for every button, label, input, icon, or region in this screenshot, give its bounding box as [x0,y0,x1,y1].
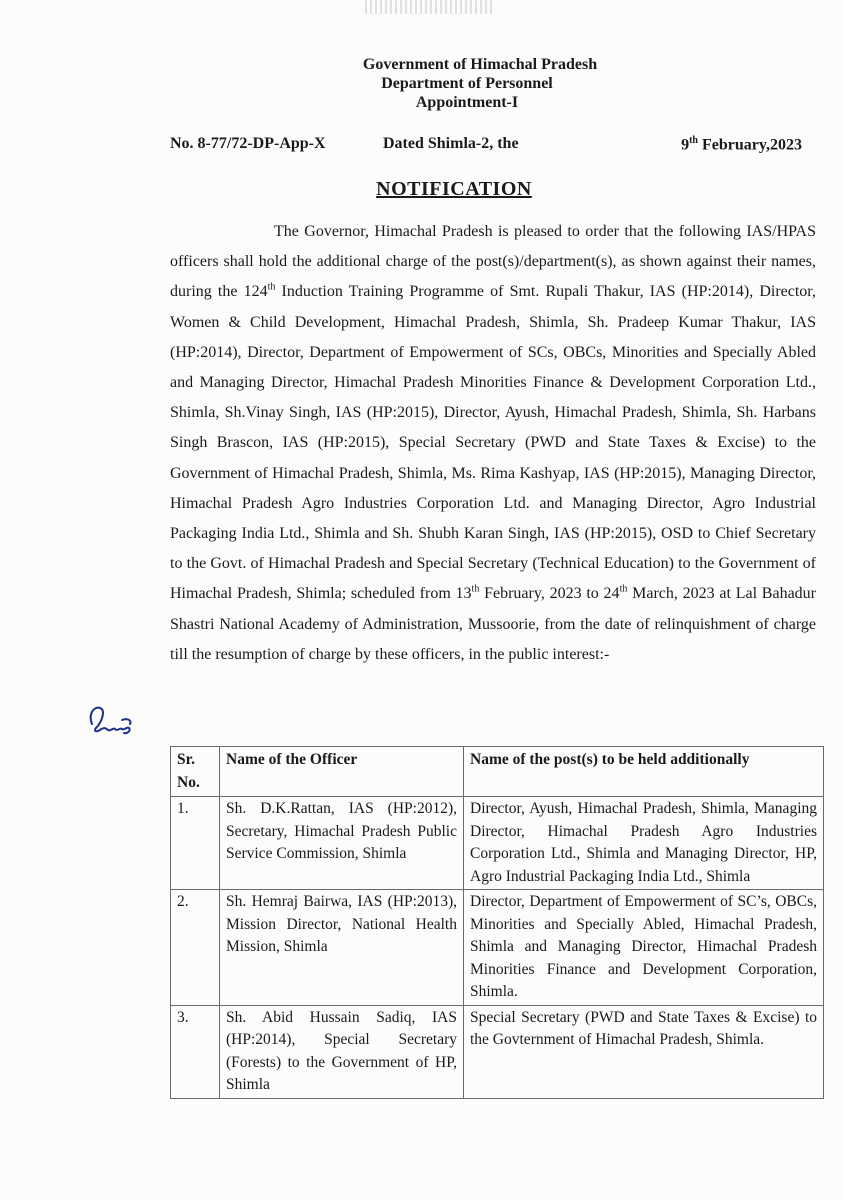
notification-date [681,135,802,154]
scan-smudge [365,0,495,14]
row-sr-no: 2. [171,890,220,1006]
date-month-year: February,2023 [698,136,802,154]
officers-table [170,746,824,1099]
header-additional-post: Name of the post(s) to be held additionally [464,747,824,797]
government-name: Government of Himachal Pradesh [362,56,598,73]
letterhead [0,55,842,112]
handwritten-initials [86,702,136,736]
table-row [171,1005,824,1098]
row-additional-post: Director, Ayush, Himachal Pradesh, Shimla, Managing Director, Himachal Pradesh Agro Industries Corporation Ltd., Shimla and Managing Director, HP, Agro Industrial Packaging India Ltd., Shimla [464,797,824,890]
header-sr-no: Sr. No. [171,747,220,797]
row-additional-post: Director, Department of Empowerment of SC’s, OBCs, Minorities and Specially Abled, Himachal Pradesh, Shimla and Managing Director, Himachal Pradesh Minorities Finance and Development Corporation, Shimla. [464,890,824,1006]
date-day: 9 [681,136,690,154]
reference-number: No. 8-77/72-DP-App-X [170,135,326,152]
body-part-3: February, 2023 to 24 [479,585,620,603]
notification-title [0,178,842,201]
notification-title-text: NOTIFICATION [376,178,532,200]
table-header-row [171,747,824,797]
row-sr-no: 1. [171,797,220,890]
row-officer-name: Sh. Abid Hussain Sadiq, IAS (HP:2014), Special Secretary (Forests) to the Government of HP, Shimla [220,1005,464,1098]
dated-place: Dated Shimla-2, the [383,135,519,152]
row-officer-name: Sh. D.K.Rattan, IAS (HP:2012), Secretary, Himachal Pradesh Public Service Commission, Shimla [220,797,464,890]
row-sr-no: 3. [171,1005,220,1098]
body-part-4: March, 2023 at Lal Bahadur Shastri National Academy of Administration, Mussoorie, from the date of relinquishment of charge till the resumption of charge by these officers, in the public interest:- [170,585,816,663]
date-day-suffix: th [689,135,698,146]
department-name: Department of Personnel [381,75,553,92]
row-additional-post: Special Secretary (PWD and State Taxes & Excise) to the Govternment of Himachal Pradesh, Shimla. [464,1005,824,1098]
body-sup-1: th [267,282,276,294]
row-officer-name: Sh. Hemraj Bairwa, IAS (HP:2013), Mission Director, National Health Mission, Shimla [220,890,464,1006]
body-sup-2: th [471,584,480,596]
body-sup-3: th [619,584,628,596]
table-row [171,797,824,890]
section-name: Appointment-I [415,94,519,111]
body-part-1: The Governor, Himachal Pradesh is pleased to order that the following IAS/HPAS officers shall hold the additional charge of the post(s)/department(s), as shown against their names, during the 124 [170,223,816,301]
header-officer-name: Name of the Officer [220,747,464,797]
table-row [171,890,824,1006]
notification-body [170,217,816,670]
body-part-2: Induction Training Programme of Smt. Rupali Thakur, IAS (HP:2014), Director, Women & Child Development, Himachal Pradesh, Shimla, Sh. Pradeep Kumar Thakur, IAS (HP:2014), Director, Department of Empowerment of SCs, OBCs, Minorities and Specially Abled and Managing Director, Himachal Pradesh Minorities Finance & Development Corporation Ltd., Shimla, Sh.Vinay Singh, IAS (HP:2015), Director, Ayush, Himachal Pradesh, Shimla, Sh. Harbans Singh Brascon, IAS (HP:2015), Special Secretary (PWD and State Taxes & Excise) to the Government of Himachal Pradesh, Shimla, Ms. Rima Kashyap, IAS (HP:2015), Managing Director, Himachal Pradesh Agro Industries Corporation Ltd. and Managing Director, Agro Industrial Packaging India Ltd., Shimla and Sh. Shubh Karan Singh, IAS (HP:2015), OSD to Chief Secretary to the Govt. of Himachal Pradesh and Special Secretary (Technical Education) to the Government of Himachal Pradesh, Shimla; scheduled from 13 [170,283,816,603]
